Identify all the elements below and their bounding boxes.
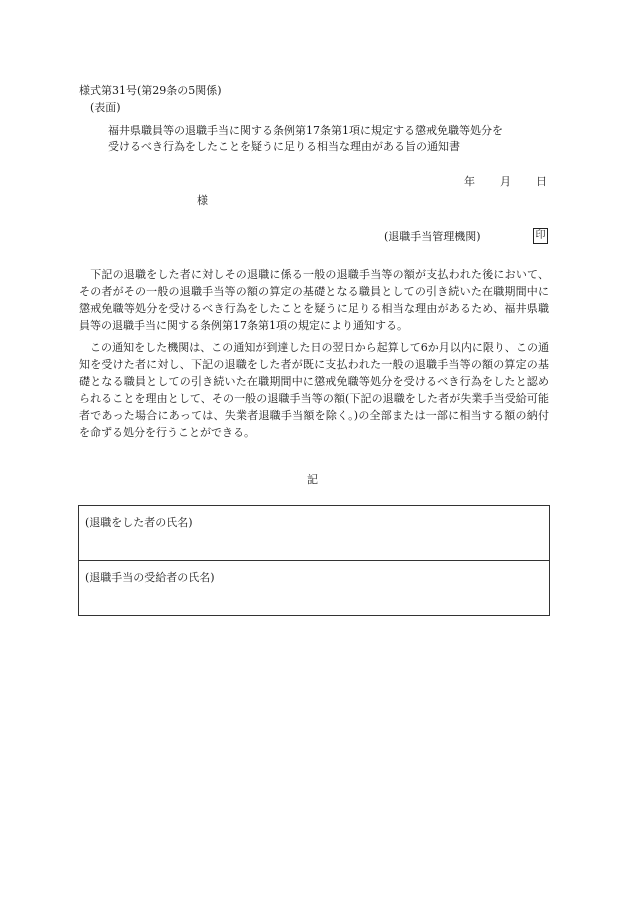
retiree-name-label: (退職をした者の氏名) [85,516,193,529]
names-table [78,505,550,616]
body-paragraph-2 [79,339,549,441]
body-paragraph-2-text: この通知をした機関は、この通知が到達した日の翌日から起算して6か月以内に限り、この通知を受けた者に対し、下記の退職をした者が既に支払われた一般の退職手当等の額の算定の基礎となる職員としての引き続いた在職期間中に懲戒免職等処分を受けるべき行為をしたと認められることを理由として、その一般の退職手当等の額(下記の退職をした者が失業手当受給可能者であった場合にあっては、失業者退職手当額を除く。)の全部または一部に相当する額の納付を命ずる処分を行うことができる。 [79,341,549,439]
note-heading: 記 [307,473,318,486]
sender-agency: (退職手当管理機関) [384,230,481,243]
date-month: 月 [500,175,511,188]
addressee-honorific: 様 [197,194,208,207]
document-title-line2: 受けるべき行為をしたことを疑うに足りる相当な理由がある旨の通知書 [108,140,460,153]
document-title-line1: 福井県職員等の退職手当に関する条例第17条第1項に規定する懲戒免職等処分を [108,124,503,137]
recipient-name-label: (退職手当の受給者の氏名) [85,571,215,584]
table-row [79,506,549,561]
date-line [464,173,547,189]
seal-mark: 印 [533,228,548,244]
table-row [79,561,549,616]
date-year: 年 [464,175,475,188]
date-day: 日 [536,175,547,188]
form-number: 様式第31号(第29条の5関係) [79,84,222,97]
body-paragraph-1-text: 下記の退職をした者に対しその退職に係る一般の退職手当等の額が支払われた後において、その者がその一般の退職手当等の額の算定の基礎となる職員としての引き続いた在職期間中に懲戒免職等処分を受けるべき行為をしたことを疑うに足りる相当な理由があるため、福井県職員等の退職手当に関する条例第17条第1項の規定により通知する。 [79,268,549,332]
side-label: (表面) [90,101,121,114]
body-paragraph-1 [79,266,549,334]
